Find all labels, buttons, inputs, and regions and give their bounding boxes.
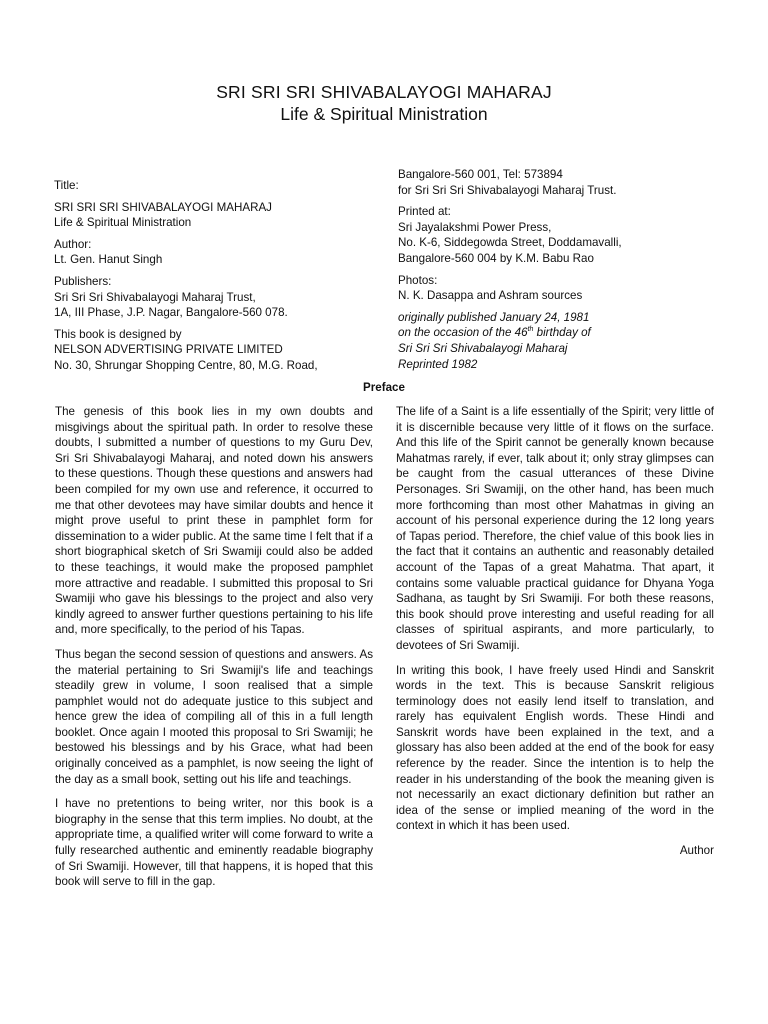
preface-paragraph: Thus began the second session of questions and answers. As the material pertaining to Sri Swamiji's life and teachings steadily grew in volume, I soon realised that a simple pamphlet would not do adequate justice to this subject and hence grew the idea of compiling all of this in a full length booklet. Once again I mooted this proposal to Sri Swamiji; he bestowed his blessings and by his Grace, what had been originally conceived as a pamphlet, is now seeing the light of the day as a small book, setting out his life and teachings. (55, 647, 373, 786)
address-line-2: for Sri Sri Sri Shivabalayogi Maharaj Trust. (398, 183, 617, 197)
designed-line-2: NELSON ADVERTISING PRIVATE LIMITED (54, 343, 283, 357)
printed-line-2: No. K-6, Siddegowda Street, Doddamavalli, (398, 236, 622, 250)
author-label: Author: (54, 237, 92, 251)
photos-label: Photos: (398, 273, 438, 287)
page-title: SRI SRI SRI SHIVABALAYOGI MAHARAJ (216, 82, 552, 102)
publishers-label: Publishers: (54, 274, 112, 288)
preface-right-column (396, 404, 714, 859)
ordinal-suffix: th (527, 326, 534, 334)
imprint-right-column (398, 167, 728, 378)
author-value: Lt. Gen. Hanut Singh (54, 253, 163, 267)
publication-history (398, 310, 728, 372)
reprint-line: Reprinted 1982 (398, 357, 478, 371)
preface-paragraph: I have no pretentions to being writer, nor this book is a biography in the sense that this term implies. No doubt, at the appropriate time, a qualified writer will come forward to write a fully researched authentic and eminently readable biography of Sri Swamiji. However, till that happens, it is hoped that this book will serve to fill in the gap. (55, 797, 373, 889)
printed-label: Printed at: (398, 205, 451, 219)
preface-paragraph: In writing this book, I have freely used Hindi and Sanskrit words in the text. This is because Sanskrit religious terminology does not easily lend itself to translation, and rarely has equivalent English words. These Hindi and Sanskrit words have been explained in the text, and a glossary has also been added at the end of the book for easy reference by the reader. Since the intention is to help the reader in his understanding of the book the meaning given is not necessarily an exact dictionary definition but rather an idea of the sense or implied meaning of the word in the context in which it has been used. (396, 663, 714, 833)
occasion-line (398, 325, 728, 341)
preface-paragraph: The life of a Saint is a life essentially of the Spirit; very little of it is discernible because very little of it flows on the surface. And this life of the Spirit cannot be generally known because Mahatmas rarely, if ever, talk about it; only stray glimpses can be caught from the casual utterances of these Divine Personages. Sri Swamiji, on the other hand, has been much more forthcoming than most other Mahatmas in giving an account of his personal experience during the 12 long years of Tapas period. Therefore, the chief value of this book lies in the fact that it contains an authentic and reasonably detailed account of the Tapas of a great Mahatma. That apart, it contains some valuable practical guidance for Dhyana Yoga Sadhana, as taught by Sri Swamiji. For both these reasons, this book should prove interesting and useful reading for all classes of spiritual aspirants, and more particularly, to devotees of Sri Swamiji. (396, 405, 714, 652)
title-line-2: Life & Spiritual Ministration (54, 216, 192, 230)
address-line-1: Bangalore-560 001, Tel: 573894 (398, 168, 563, 181)
photos-value: N. K. Dasappa and Ashram sources (398, 289, 583, 303)
imprint-left-column (54, 178, 354, 380)
designed-line-3: No. 30, Shrungar Shopping Centre, 80, M.G. Road, (54, 358, 318, 372)
occasion-suffix: birthday of (533, 326, 591, 340)
page-subtitle: Life & Spiritual Ministration (280, 104, 488, 124)
publishers-info (54, 274, 354, 321)
title-block (0, 81, 768, 125)
author-info (54, 237, 354, 268)
occasion-subject-line: Sri Sri Sri Shivabalayogi Maharaj (398, 341, 568, 355)
printed-line-1: Sri Jayalakshmi Power Press, (398, 220, 552, 234)
publishers-line-2: 1A, III Phase, J.P. Nagar, Bangalore-560 078. (54, 306, 288, 320)
preface-paragraph: The genesis of this book lies in my own doubts and misgivings about the spiritual path. In order to resolve these doubts, I submitted a number of questions to my Guru Dev, Sri Sri Shivabalayogi Maharaj, and noted down his answers to these questions. Though these questions and answers had been compiled for my own use and reference, it occurred to me that other devotees may have similar doubts and hence it might prove useful to print these in pamphlet form for dissemination to a wider public. At the same time I felt that if a short biographical sketch of Sri Swamiji could also be added to these teachings, it would make the proposed pamphlet more attractive and readable. I submitted this proposal to Sri Swamiji who gave his blessings to the project and also very kindly agreed to answer further questions pertaining to his life and, more specifically, to the period of his Tapas. (55, 405, 373, 637)
printer-info (398, 204, 728, 266)
printed-line-3: Bangalore-560 004 by K.M. Babu Rao (398, 251, 594, 265)
publishers-line-1: Sri Sri Sri Shivabalayogi Maharaj Trust, (54, 290, 256, 304)
original-publication-line: originally published January 24, 1981 (398, 310, 590, 324)
title-info (54, 178, 354, 231)
title-line-1: SRI SRI SRI SHIVABALAYOGI MAHARAJ (54, 200, 272, 214)
preface-left-column (55, 404, 373, 899)
photos-info (398, 273, 728, 304)
preface-heading: Preface (363, 381, 405, 394)
designed-line-1: This book is designed by (54, 327, 182, 341)
designer-info (54, 327, 354, 374)
occasion-prefix: on the occasion of the 46 (398, 326, 528, 340)
preface-signoff: Author (679, 844, 714, 858)
address-info (398, 167, 728, 198)
title-label: Title: (54, 179, 79, 192)
